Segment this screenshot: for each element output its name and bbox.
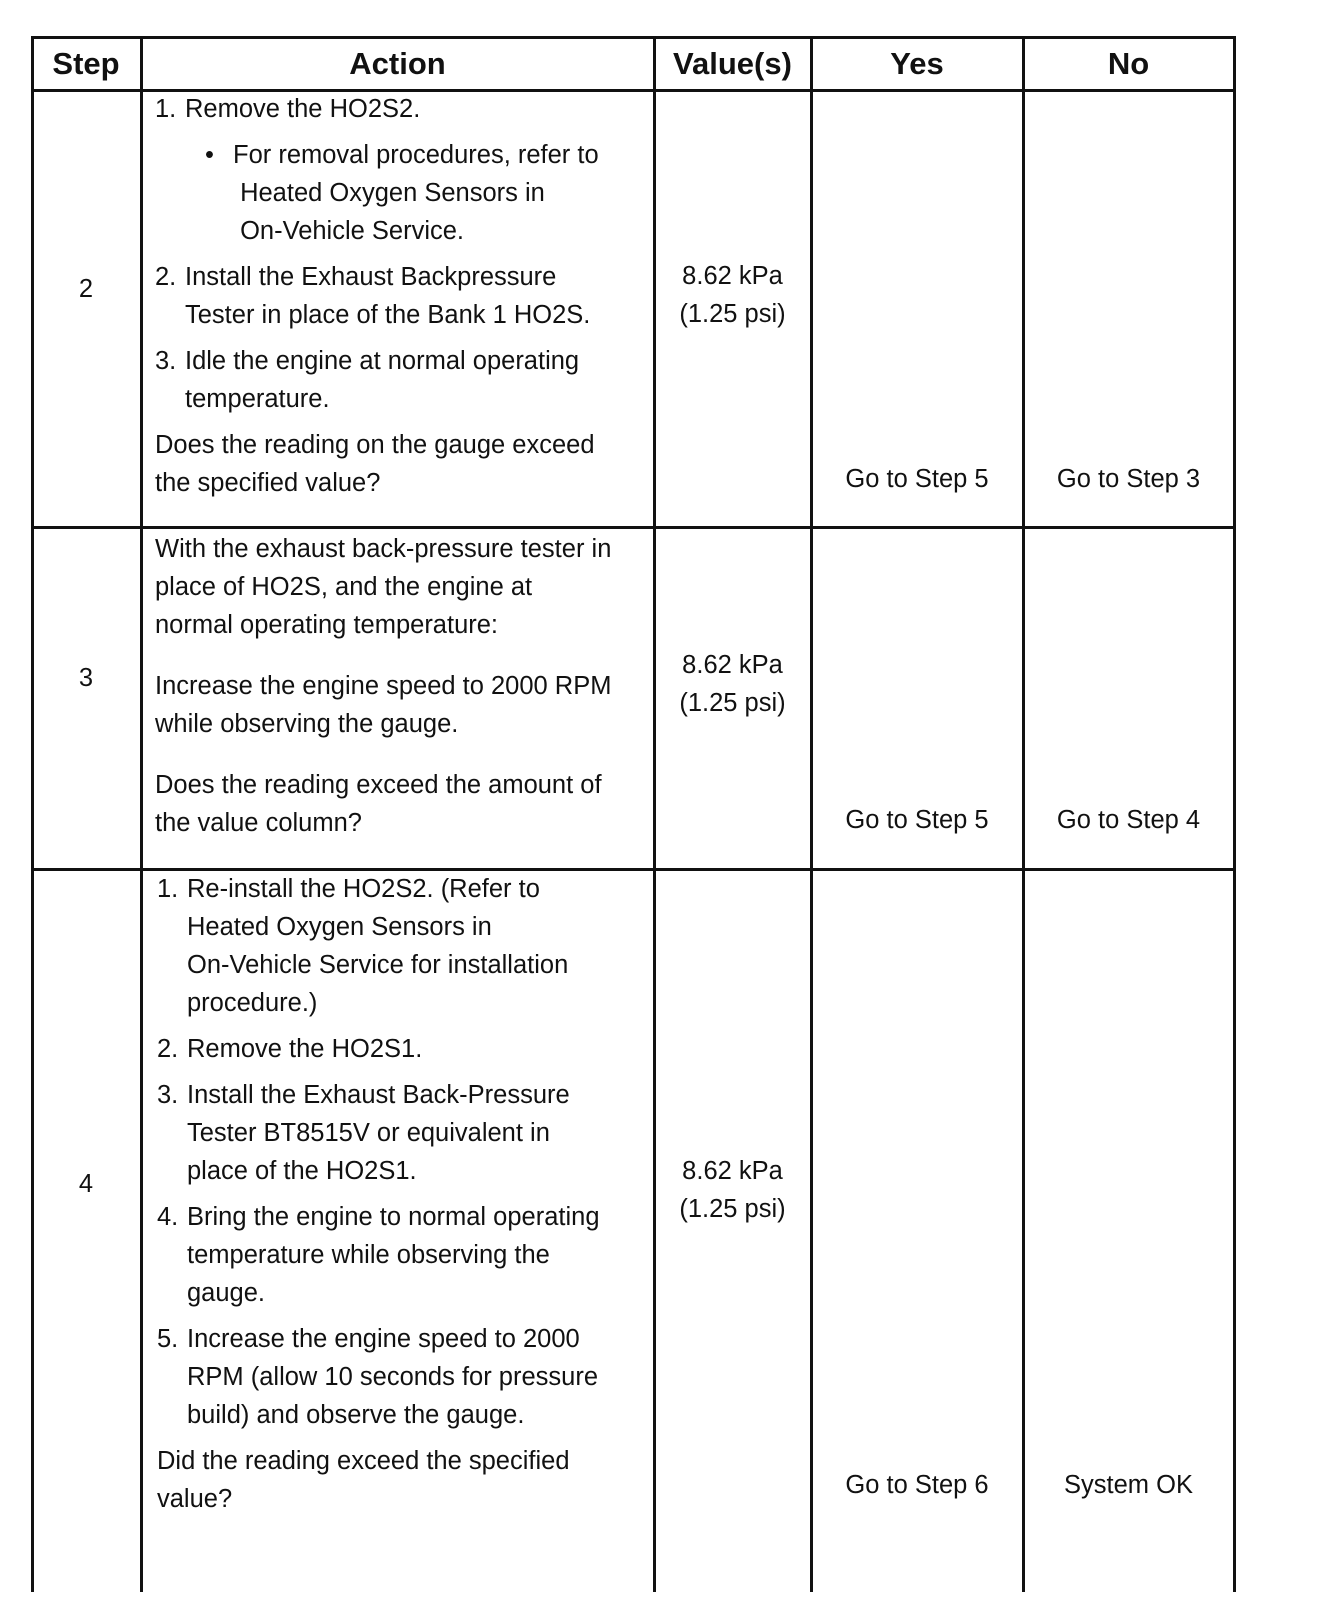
header-values: Value(s): [673, 46, 792, 81]
header-action: Action: [349, 46, 446, 81]
list-item: 4. Bring the engine to normal operating temperature while observing the gauge.: [157, 1203, 600, 1307]
yes-cell: Go to Step 6: [845, 1471, 989, 1499]
intro-text: With the exhaust back-pressure tester in place of HO2S, and the engine at normal operating temperature:: [155, 535, 612, 639]
no-cell: Go to Step 3: [1056, 465, 1201, 493]
no-cell: System OK: [1064, 1471, 1193, 1499]
header-no: No: [1107, 46, 1150, 81]
value-kpa: 8.62 kPa: [682, 1157, 783, 1185]
question-text: Does the reading on the gauge exceed the specified value?: [155, 431, 595, 497]
step-number: 3: [78, 664, 94, 692]
value-psi: (1.25 psi): [679, 689, 786, 717]
row-divider: [31, 526, 1236, 529]
action-cell: [155, 90, 599, 502]
list-item: 1. Remove the HO2S2.: [155, 95, 421, 123]
value-kpa: 8.62 kPa: [682, 651, 783, 679]
value-kpa: 8.62 kPa: [682, 262, 783, 290]
header-yes: Yes: [890, 46, 944, 81]
action-cell: [157, 870, 600, 1518]
action-cell: [155, 530, 611, 842]
question-text: Does the reading exceed the amount of the value column?: [155, 771, 602, 837]
value-cell: [654, 1152, 811, 1228]
list-item: 3. Install the Exhaust Back-Pressure Tester BT8515V or equivalent in place of the HO2S1.: [157, 1081, 570, 1185]
diagnostic-table: [31, 36, 1285, 1592]
step-number: 4: [78, 1170, 94, 1198]
step-number: 2: [78, 275, 94, 303]
yes-cell: Go to Step 5: [845, 806, 989, 834]
list-item: 2. Install the Exhaust Backpressure Tester in place of the Bank 1 HO2S.: [155, 263, 591, 329]
list-item: • For removal procedures, refer to Heated Oxygen Sensors in On-Vehicle Service.: [205, 141, 599, 245]
column-divider: [140, 36, 143, 1592]
value-cell: [654, 646, 811, 722]
list-item: 5. Increase the engine speed to 2000 RPM (allow 10 seconds for pressure build) and observe the gauge.: [157, 1325, 599, 1429]
header-step: Step: [52, 46, 120, 81]
value-psi: (1.25 psi): [679, 1195, 786, 1223]
list-item: 3. Idle the engine at normal operating temperature.: [155, 347, 580, 413]
no-cell: Go to Step 4: [1056, 806, 1201, 834]
list-item: 1. Re-install the HO2S2. (Refer to Heated Oxygen Sensors in On-Vehicle Service for installation procedure.): [157, 875, 569, 1017]
list-item: 2. Remove the HO2S1.: [157, 1035, 423, 1063]
bullet-text: For removal procedures, refer to Heated Oxygen Sensors in On-Vehicle Service.: [233, 141, 599, 245]
instruction-text: Increase the engine speed to 2000 RPM while observing the gauge.: [155, 672, 612, 738]
yes-cell: Go to Step 5: [845, 465, 989, 493]
value-psi: (1.25 psi): [679, 300, 786, 328]
question-text: Did the reading exceed the specified value?: [157, 1447, 570, 1513]
table-border-left: [31, 36, 34, 1592]
value-cell: [654, 257, 811, 333]
